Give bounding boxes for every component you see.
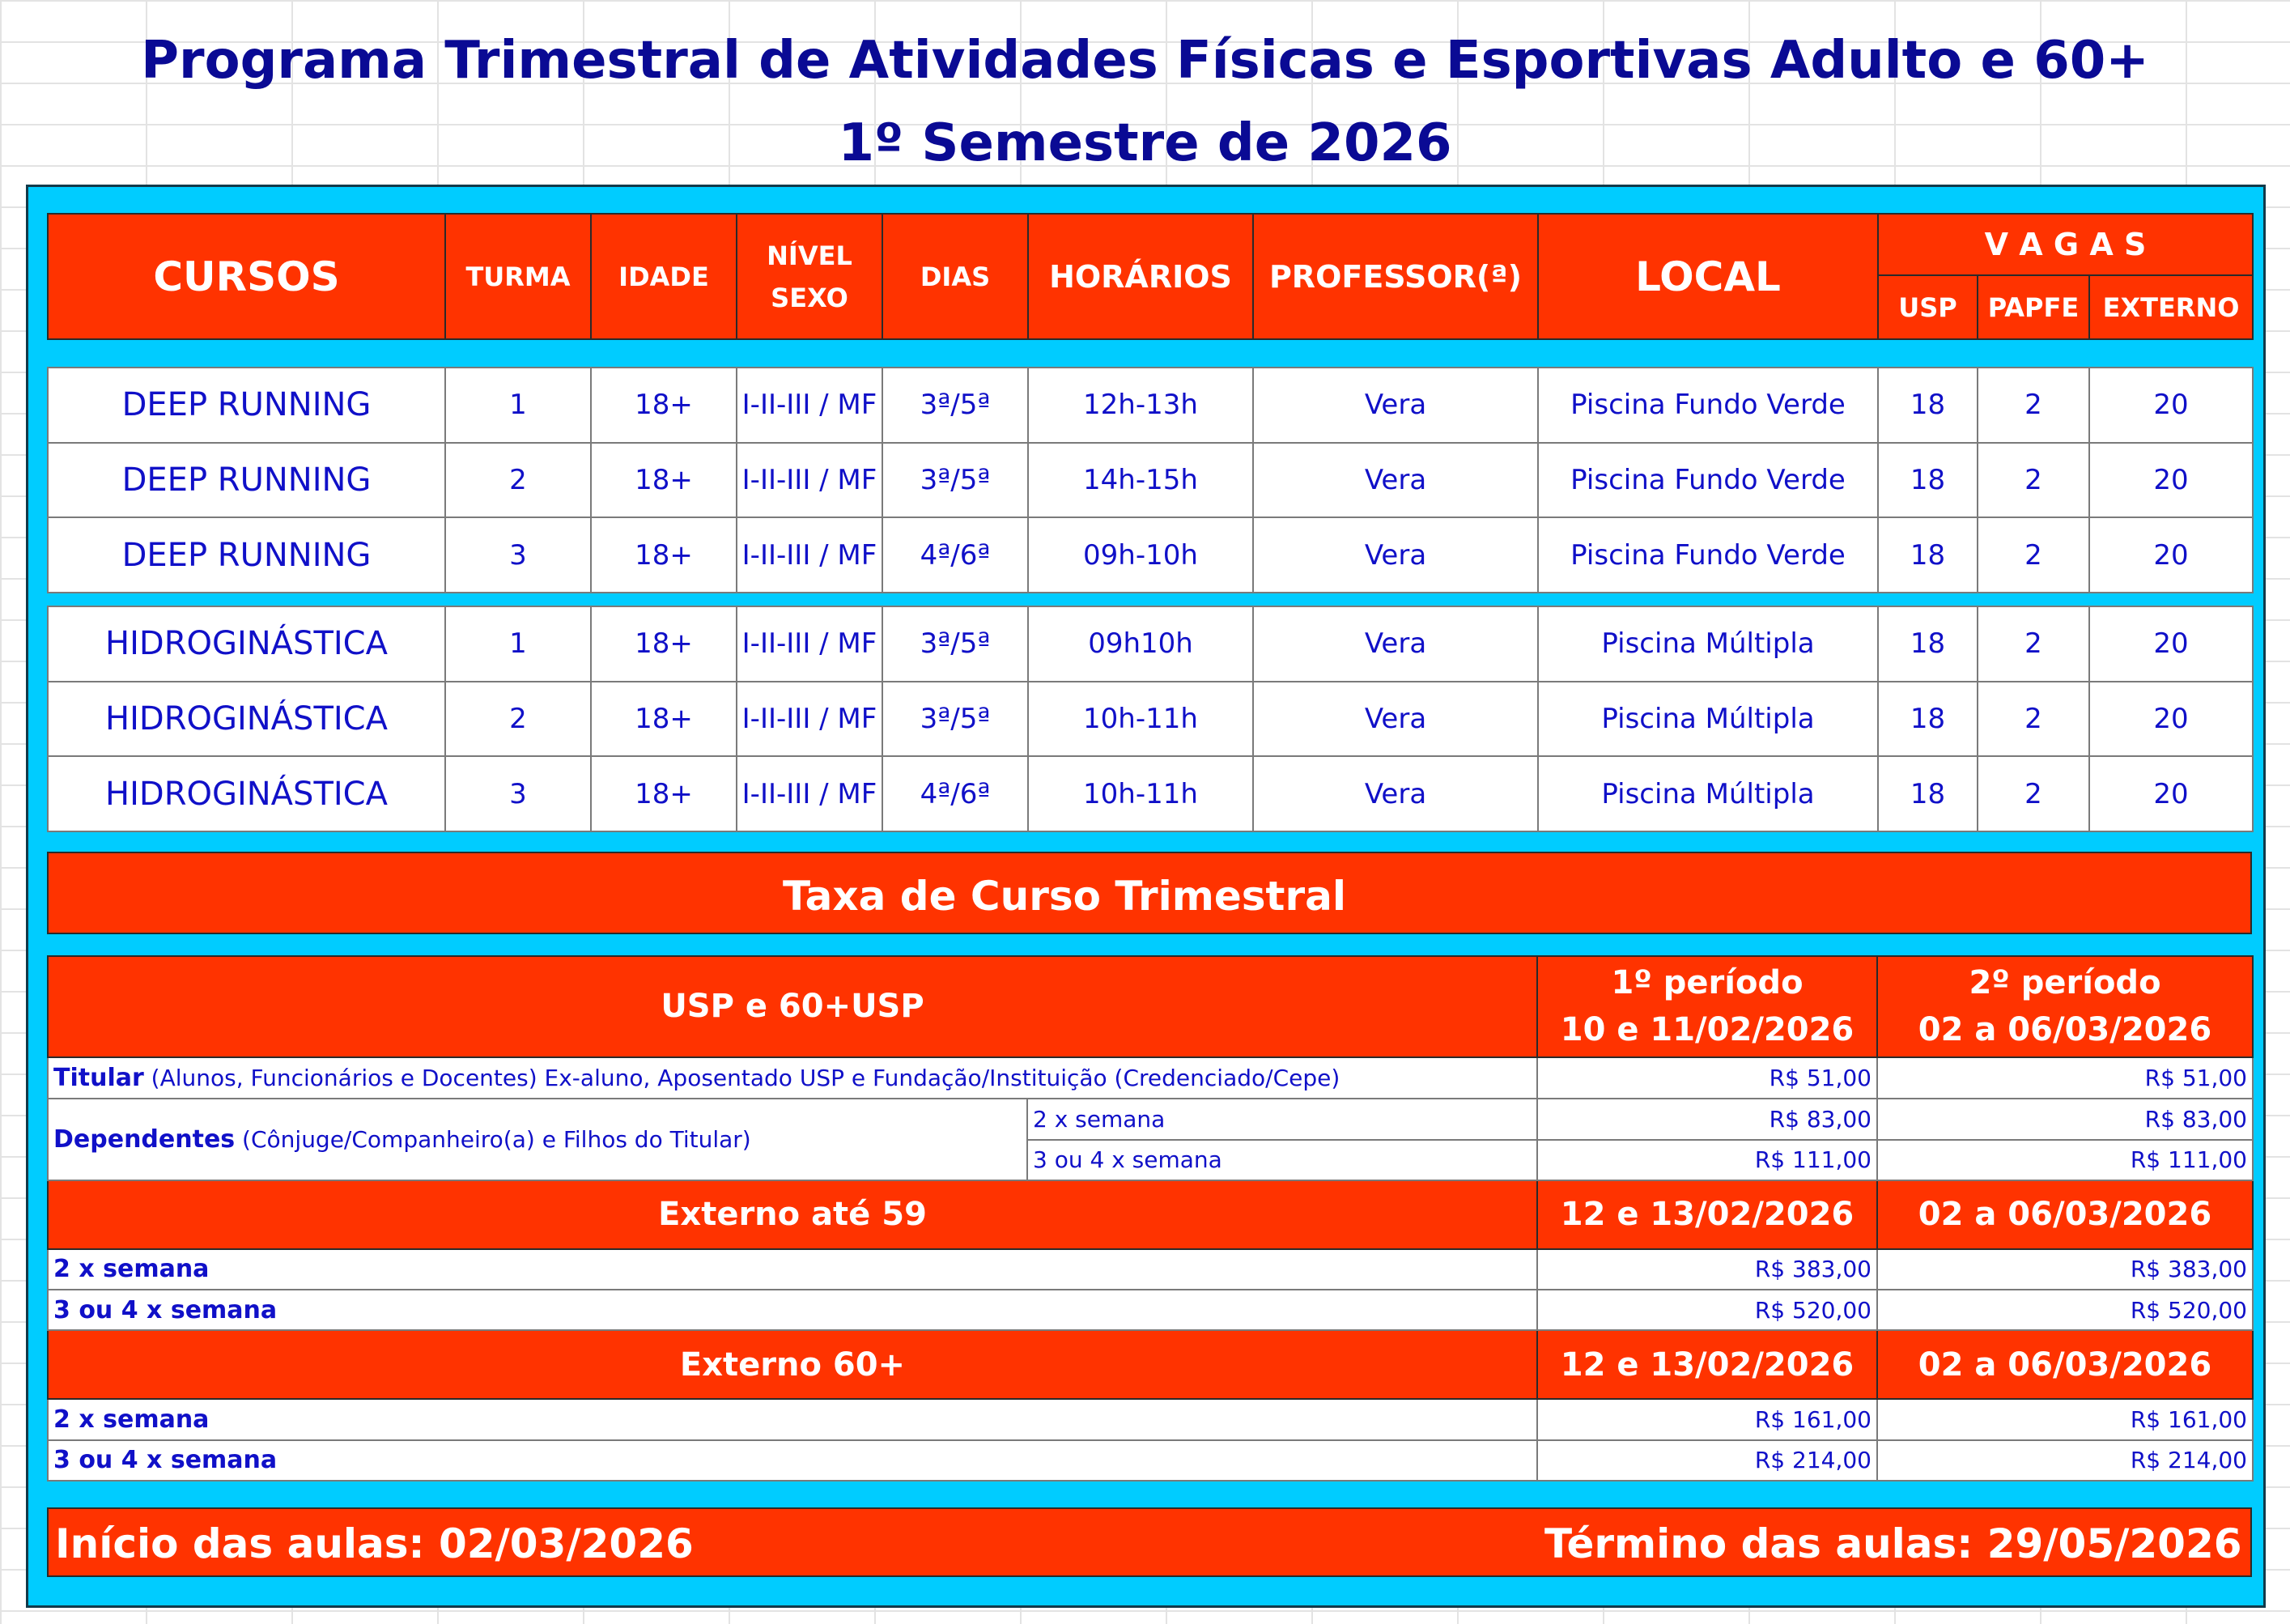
usp-header-row: [48, 956, 2253, 1057]
nivel: I-II-III / MF: [737, 443, 882, 518]
dias: 4ª/6ª: [882, 517, 1028, 593]
ext59-2x-p1: R$ 383,00: [1537, 1249, 1877, 1290]
ext60-2x-label: 2 x semana: [48, 1399, 1537, 1439]
nivel: I-II-III / MF: [737, 517, 882, 593]
course-name: DEEP RUNNING: [48, 517, 445, 593]
titular-bold: Titular: [53, 1064, 144, 1093]
local: Piscina Múltipla: [1538, 606, 1878, 682]
page-subtitle: 1º Semestre de 2026: [838, 113, 1452, 173]
col-vagas: V A G A S: [1878, 214, 2253, 275]
inicio-aulas: Início das aulas: 02/03/2026: [55, 1520, 694, 1567]
vagas-papfe: 2: [1978, 517, 2089, 593]
professor: Vera: [1253, 517, 1538, 593]
local: Piscina Fundo Verde: [1538, 443, 1878, 518]
ext60-date2: 02 a 06/03/2026: [1877, 1330, 2253, 1399]
titular-label: [48, 1057, 1537, 1099]
titular-p2: R$ 51,00: [1877, 1057, 2253, 1099]
nivel: I-II-III / MF: [737, 368, 882, 443]
col-nivel: NÍVEL: [767, 240, 852, 271]
ext59-2x-label: 2 x semana: [48, 1249, 1537, 1290]
dep-34x-p2: R$ 111,00: [1877, 1140, 2253, 1180]
vagas-externo: 20: [2089, 606, 2253, 682]
ext60-34x-label: 3 ou 4 x semana: [48, 1440, 1537, 1482]
termino-aulas: Término das aulas: 29/05/2026: [1544, 1520, 2242, 1567]
taxa-title-bar: [47, 852, 2252, 934]
col-horarios: HORÁRIOS: [1028, 214, 1253, 339]
vagas-usp: 18: [1878, 682, 1978, 757]
turma: 3: [445, 756, 591, 831]
usp-header: USP e 60+USP: [48, 956, 1537, 1057]
professor: Vera: [1253, 606, 1538, 682]
periodo1-dates: 10 e 11/02/2026: [1560, 1011, 1855, 1049]
ext60-header: Externo 60+: [48, 1330, 1537, 1399]
periodo2-header: [1877, 956, 2253, 1057]
turma: 2: [445, 682, 591, 757]
nivel: I-II-III / MF: [737, 682, 882, 757]
vagas-papfe: 2: [1978, 368, 2089, 443]
turma: 1: [445, 606, 591, 682]
vagas-externo: 20: [2089, 517, 2253, 593]
ext59-header: Externo até 59: [48, 1180, 1537, 1249]
ext59-header-row: [48, 1180, 2253, 1249]
hidroginastica-table: [47, 606, 2254, 832]
page-title: Programa Trimestral de Atividades Físicas e Esportivas Adulto e 60+: [141, 31, 2149, 91]
table-row: [48, 1249, 2253, 1290]
turma: 3: [445, 517, 591, 593]
dependentes-label: [48, 1099, 1027, 1180]
vagas-externo: 20: [2089, 443, 2253, 518]
turma: 2: [445, 443, 591, 518]
ext59-date2: 02 a 06/03/2026: [1877, 1180, 2253, 1249]
vagas-externo: 20: [2089, 682, 2253, 757]
dias: 3ª/5ª: [882, 682, 1028, 757]
table-row: [48, 1440, 2253, 1482]
col-professor: PROFESSOR(ª): [1253, 214, 1538, 339]
ext59-34x-p2: R$ 520,00: [1877, 1290, 2253, 1330]
table-row: [48, 756, 2253, 831]
professor: Vera: [1253, 756, 1538, 831]
vagas-externo: 20: [2089, 756, 2253, 831]
course-name: HIDROGINÁSTICA: [48, 756, 445, 831]
titular-desc: (Alunos, Funcionários e Docentes) Ex-aluno, Aposentado USP e Fundação/Instituição (Credenciado/Cepe): [143, 1065, 1340, 1092]
horario: 10h-11h: [1028, 682, 1253, 757]
vagas-usp: 18: [1878, 443, 1978, 518]
dias: 3ª/5ª: [882, 443, 1028, 518]
vagas-usp: 18: [1878, 606, 1978, 682]
table-row: [48, 1057, 2253, 1099]
idade: 18+: [591, 756, 737, 831]
footer-bar: [47, 1507, 2252, 1577]
table-row: [48, 443, 2253, 518]
ext60-2x-p1: R$ 161,00: [1537, 1399, 1877, 1439]
ext60-header-row: [48, 1330, 2253, 1399]
dep-34x-label: 3 ou 4 x semana: [1027, 1140, 1537, 1180]
col-local: LOCAL: [1538, 214, 1878, 339]
dep-2x-p1: R$ 83,00: [1537, 1099, 1877, 1139]
ext60-34x-p1: R$ 214,00: [1537, 1440, 1877, 1482]
idade: 18+: [591, 443, 737, 518]
col-dias: DIAS: [882, 214, 1028, 339]
horario: 10h-11h: [1028, 756, 1253, 831]
ext60-date1: 12 e 13/02/2026: [1537, 1330, 1877, 1399]
local: Piscina Múltipla: [1538, 682, 1878, 757]
dep-2x-p2: R$ 83,00: [1877, 1099, 2253, 1139]
course-name: HIDROGINÁSTICA: [48, 682, 445, 757]
table-row: [48, 682, 2253, 757]
col-cursos: CURSOS: [48, 214, 445, 339]
vagas-papfe: 2: [1978, 606, 2089, 682]
local: Piscina Fundo Verde: [1538, 517, 1878, 593]
table-row: [48, 1399, 2253, 1439]
titular-p1: R$ 51,00: [1537, 1057, 1877, 1099]
ext59-34x-label: 3 ou 4 x semana: [48, 1290, 1537, 1330]
course-name: HIDROGINÁSTICA: [48, 606, 445, 682]
dependentes-desc: (Cônjuge/Companheiro(a) e Filhos do Titular): [235, 1126, 751, 1154]
col-nivel-sexo: [737, 214, 882, 339]
local: Piscina Fundo Verde: [1538, 368, 1878, 443]
nivel: I-II-III / MF: [737, 606, 882, 682]
dependentes-bold: Dependentes: [53, 1125, 236, 1154]
vagas-usp: 18: [1878, 368, 1978, 443]
dias: 3ª/5ª: [882, 606, 1028, 682]
vagas-externo: 20: [2089, 368, 2253, 443]
periodo2-dates: 02 a 06/03/2026: [1918, 1011, 2212, 1049]
table-row: [48, 1099, 2253, 1139]
ext59-2x-p2: R$ 383,00: [1877, 1249, 2253, 1290]
deep-running-table: [47, 367, 2254, 593]
professor: Vera: [1253, 443, 1538, 518]
professor: Vera: [1253, 368, 1538, 443]
ext60-34x-p2: R$ 214,00: [1877, 1440, 2253, 1482]
course-name: DEEP RUNNING: [48, 368, 445, 443]
professor: Vera: [1253, 682, 1538, 757]
vagas-usp: 18: [1878, 756, 1978, 831]
schedule-header: [47, 213, 2254, 340]
local: Piscina Múltipla: [1538, 756, 1878, 831]
fee-table: [47, 955, 2254, 1482]
col-vagas-externo: EXTERNO: [2089, 275, 2253, 339]
col-vagas-papfe: PAPFE: [1978, 275, 2089, 339]
vagas-usp: 18: [1878, 517, 1978, 593]
table-row: [48, 1290, 2253, 1330]
idade: 18+: [591, 517, 737, 593]
periodo1-header: [1537, 956, 1877, 1057]
dep-34x-p1: R$ 111,00: [1537, 1140, 1877, 1180]
col-vagas-usp: USP: [1878, 275, 1978, 339]
vagas-papfe: 2: [1978, 756, 2089, 831]
table-row: [48, 517, 2253, 593]
horario: 12h-13h: [1028, 368, 1253, 443]
horario: 09h10h: [1028, 606, 1253, 682]
idade: 18+: [591, 606, 737, 682]
taxa-title: Taxa de Curso Trimestral: [783, 873, 1346, 920]
ext60-2x-p2: R$ 161,00: [1877, 1399, 2253, 1439]
vagas-papfe: 2: [1978, 682, 2089, 757]
dias: 4ª/6ª: [882, 756, 1028, 831]
horario: 09h-10h: [1028, 517, 1253, 593]
horario: 14h-15h: [1028, 443, 1253, 518]
idade: 18+: [591, 682, 737, 757]
col-turma: TURMA: [445, 214, 591, 339]
table-row: [48, 368, 2253, 443]
ext59-date1: 12 e 13/02/2026: [1537, 1180, 1877, 1249]
dias: 3ª/5ª: [882, 368, 1028, 443]
ext59-34x-p1: R$ 520,00: [1537, 1290, 1877, 1330]
nivel: I-II-III / MF: [737, 756, 882, 831]
course-name: DEEP RUNNING: [48, 443, 445, 518]
table-row: [48, 606, 2253, 682]
turma: 1: [445, 368, 591, 443]
idade: 18+: [591, 368, 737, 443]
col-sexo: SEXO: [771, 282, 848, 313]
periodo1-label: 1º período: [1611, 964, 1804, 1002]
col-idade: IDADE: [591, 214, 737, 339]
periodo2-label: 2º período: [1969, 964, 2161, 1002]
vagas-papfe: 2: [1978, 443, 2089, 518]
dep-2x-label: 2 x semana: [1027, 1099, 1537, 1139]
